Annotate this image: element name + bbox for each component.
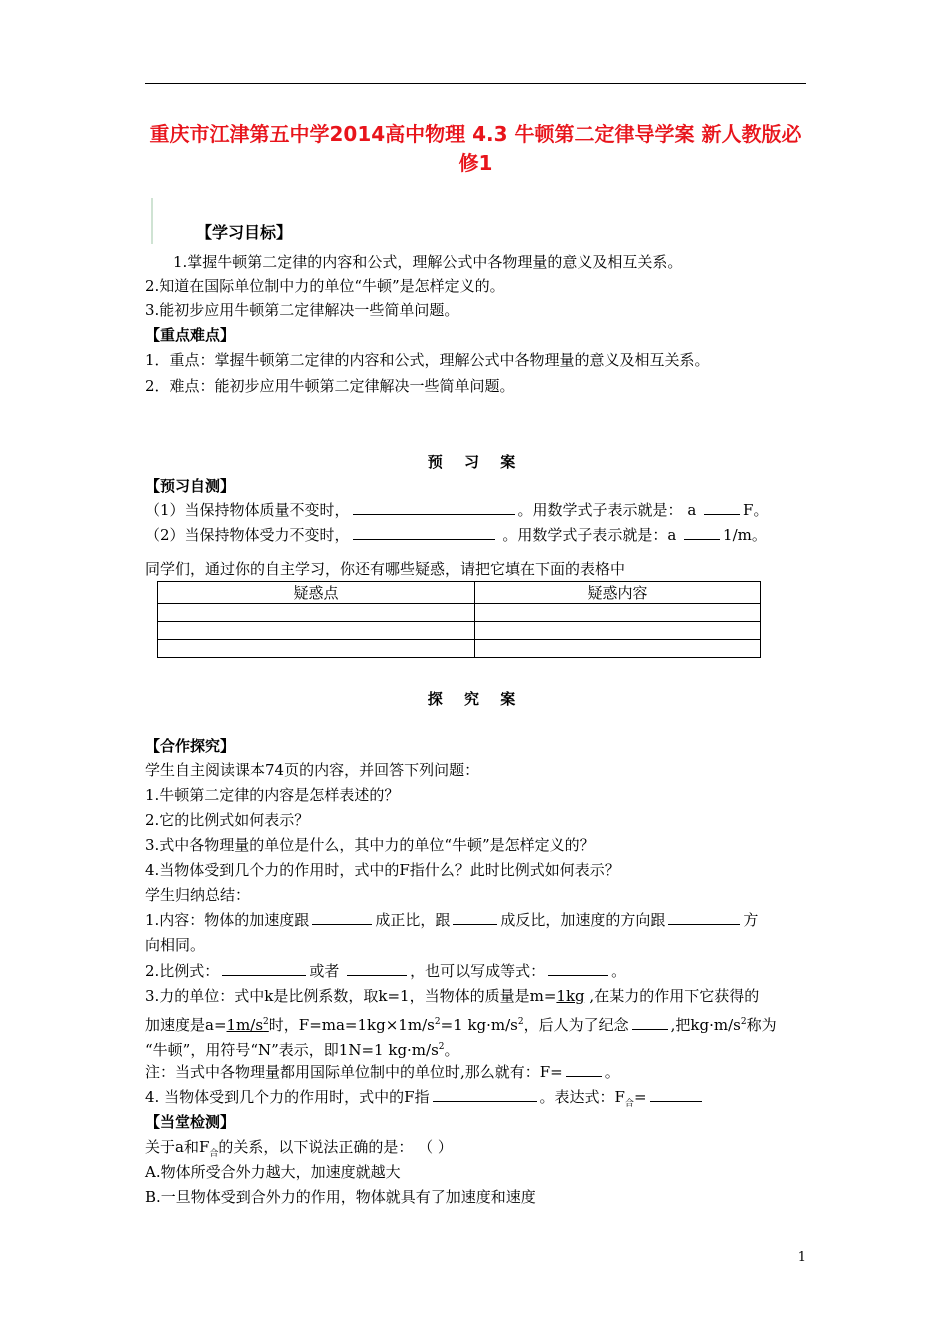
summary-text: 时，F=ma=1kg×1m/s <box>268 1016 435 1034</box>
summary-text: 4. 当物体受到几个力的作用时，式中的F指 <box>145 1088 430 1106</box>
subscript: 合 <box>624 1099 634 1109</box>
answer-blank[interactable] <box>632 1014 668 1030</box>
preview-question-2 <box>145 523 767 547</box>
table-cell[interactable] <box>158 622 475 640</box>
answer-blank[interactable] <box>347 960 407 976</box>
decorative-bar <box>151 198 153 244</box>
check-option-a: A.物体所受合外力越大，加速度就越大 <box>145 1163 401 1181</box>
objective-item: 3.能初步应用牛顿第二定律解决一些简单问题。 <box>145 301 460 319</box>
answer-blank[interactable] <box>684 524 720 540</box>
page-number: 1 <box>797 1250 806 1265</box>
table-header-row <box>158 582 761 604</box>
summary-content <box>145 908 758 932</box>
key-point-item: 2．难点：能初步应用牛顿第二定律解决一些简单问题。 <box>145 377 515 395</box>
answer-blank[interactable] <box>353 499 515 515</box>
check-option-b: B.一旦物体受到合外力的作用，物体就具有了加速度和速度 <box>145 1188 536 1206</box>
summary-text: “牛顿”，用符号“N”表示，即1N=1 kg·m/s <box>145 1041 439 1059</box>
summary-ratio <box>145 959 626 983</box>
explore-question: 1.牛顿第二定律的内容是怎样表述的？ <box>145 786 400 804</box>
summary-text: 2.比例式： <box>145 962 220 980</box>
summary-text: 称为 <box>746 1016 777 1034</box>
answer-blank[interactable] <box>704 499 740 515</box>
table-header-cell: 疑惑点 <box>158 582 475 604</box>
summary-text: = <box>633 1088 647 1106</box>
answer-blank[interactable] <box>353 524 495 540</box>
answer-blank[interactable] <box>650 1086 702 1102</box>
subscript: 合 <box>209 1149 219 1159</box>
table-intro: 同学们，通过你的自主学习，你还有哪些疑惑，请把它填在下面的表格中 <box>145 560 626 578</box>
table-row <box>158 622 761 640</box>
explore-question: 2.它的比例式如何表示？ <box>145 811 310 829</box>
summary-text: 注：当式中各物理量都用国际单位制中的单位时,那么就有：F= <box>145 1063 563 1081</box>
answer-blank[interactable] <box>433 1086 537 1102</box>
explore-intro: 学生自主阅读课本74页的内容，并回答下列问题： <box>145 761 480 779</box>
key-points-heading: 【重点难点】 <box>145 326 236 344</box>
summary-unit-cont2 <box>145 1035 460 1062</box>
table-cell[interactable] <box>158 604 475 622</box>
answer-blank[interactable] <box>312 909 372 925</box>
table-header-cell: 疑惑内容 <box>475 582 761 604</box>
summary-label: 学生归纳总结： <box>145 886 251 904</box>
answer-blank[interactable] <box>668 909 740 925</box>
question-text: （1）当保持物体质量不变时， <box>145 501 350 519</box>
doubt-table <box>157 581 761 658</box>
underlined-value: 1kg <box>556 987 585 1005</box>
question-text: 1/m。 <box>723 526 767 544</box>
summary-text: ,把kg·m/s <box>670 1016 741 1034</box>
check-heading: 【当堂检测】 <box>145 1113 236 1131</box>
superscript: 2 <box>740 1017 747 1027</box>
preview-section-title: 预 习 案 <box>427 453 524 471</box>
question-text: （2）当保持物体受力不变时， <box>145 526 350 544</box>
summary-content-cont: 向相同。 <box>145 936 206 954</box>
objective-item: 1.掌握牛顿第二定律的内容和公式，理解公式中各物理量的意义及相互关系。 <box>173 253 683 271</box>
table-cell[interactable] <box>475 622 761 640</box>
header-rule <box>145 83 806 84</box>
preview-question-1 <box>145 498 768 522</box>
table-row <box>158 640 761 658</box>
question-text: 的关系，以下说法正确的是： （ ） <box>218 1138 453 1156</box>
question-text: 。用数学式子表示就是： a <box>517 501 702 519</box>
explore-section-title: 探 究 案 <box>427 690 524 708</box>
summary-unit <box>145 984 759 1008</box>
summary-unit-cont <box>145 1010 777 1037</box>
summary-text: 成反比，加速度的方向跟 <box>500 911 666 929</box>
summary-text: 。 <box>444 1041 460 1059</box>
summary-text: ,在某力的作用下它获得的 <box>584 987 760 1005</box>
superscript: 2 <box>517 1017 524 1027</box>
summary-text: ，后人为了纪念 <box>523 1016 629 1034</box>
summary-text: 方 <box>743 911 759 929</box>
explore-heading: 【合作探究】 <box>145 737 236 755</box>
superscript: 2 <box>438 1042 445 1052</box>
question-text: 。用数学式子表示就是：a <box>497 526 682 544</box>
document-title: 重庆市江津第五中学2014高中物理 4.3 牛顿第二定律导学案 新人教版必修1 <box>149 122 802 175</box>
summary-note <box>145 1060 620 1084</box>
objective-item: 2.知道在国际单位制中力的单位“牛顿”是怎样定义的。 <box>145 277 505 295</box>
preview-heading: 【预习自测】 <box>145 477 236 495</box>
summary-text: 。 <box>604 1063 620 1081</box>
summary-text: 。表达式：F <box>539 1088 625 1106</box>
summary-text: ，也可以写成等式： <box>410 962 546 980</box>
question-text: F。 <box>743 501 769 519</box>
answer-blank[interactable] <box>222 960 306 976</box>
answer-blank[interactable] <box>566 1061 602 1077</box>
summary-text: 。 <box>611 962 627 980</box>
summary-text: 成正比，跟 <box>375 911 451 929</box>
summary-text: 1m/s <box>226 1016 264 1034</box>
explore-question: 4.当物体受到几个力的作用时，式中的F指什么？此时比例式如何表示？ <box>145 861 620 879</box>
superscript: 2 <box>434 1017 441 1027</box>
summary-text: =1 kg·m/s <box>440 1016 518 1034</box>
superscript: 2 <box>263 1017 269 1027</box>
summary-text: 3.力的单位：式中k是比例系数，取k=1，当物体的质量是m= <box>145 987 557 1005</box>
underlined-value <box>227 1016 269 1034</box>
objectives-heading: 【学习目标】 <box>196 223 293 242</box>
table-row <box>158 604 761 622</box>
table-cell[interactable] <box>475 604 761 622</box>
answer-blank[interactable] <box>453 909 497 925</box>
key-point-item: 1．重点：掌握牛顿第二定律的内容和公式，理解公式中各物理量的意义及相互关系。 <box>145 351 710 369</box>
summary-text: 或者 <box>309 962 345 980</box>
question-text: 关于a和F <box>145 1138 210 1156</box>
summary-text: 加速度是a= <box>145 1016 227 1034</box>
answer-blank[interactable] <box>548 960 608 976</box>
explore-question: 3.式中各物理量的单位是什么，其中力的单位“牛顿”是怎样定义的？ <box>145 836 595 854</box>
summary-text: 1.内容：物体的加速度跟 <box>145 911 310 929</box>
table-cell[interactable] <box>475 640 761 658</box>
table-cell[interactable] <box>158 640 475 658</box>
